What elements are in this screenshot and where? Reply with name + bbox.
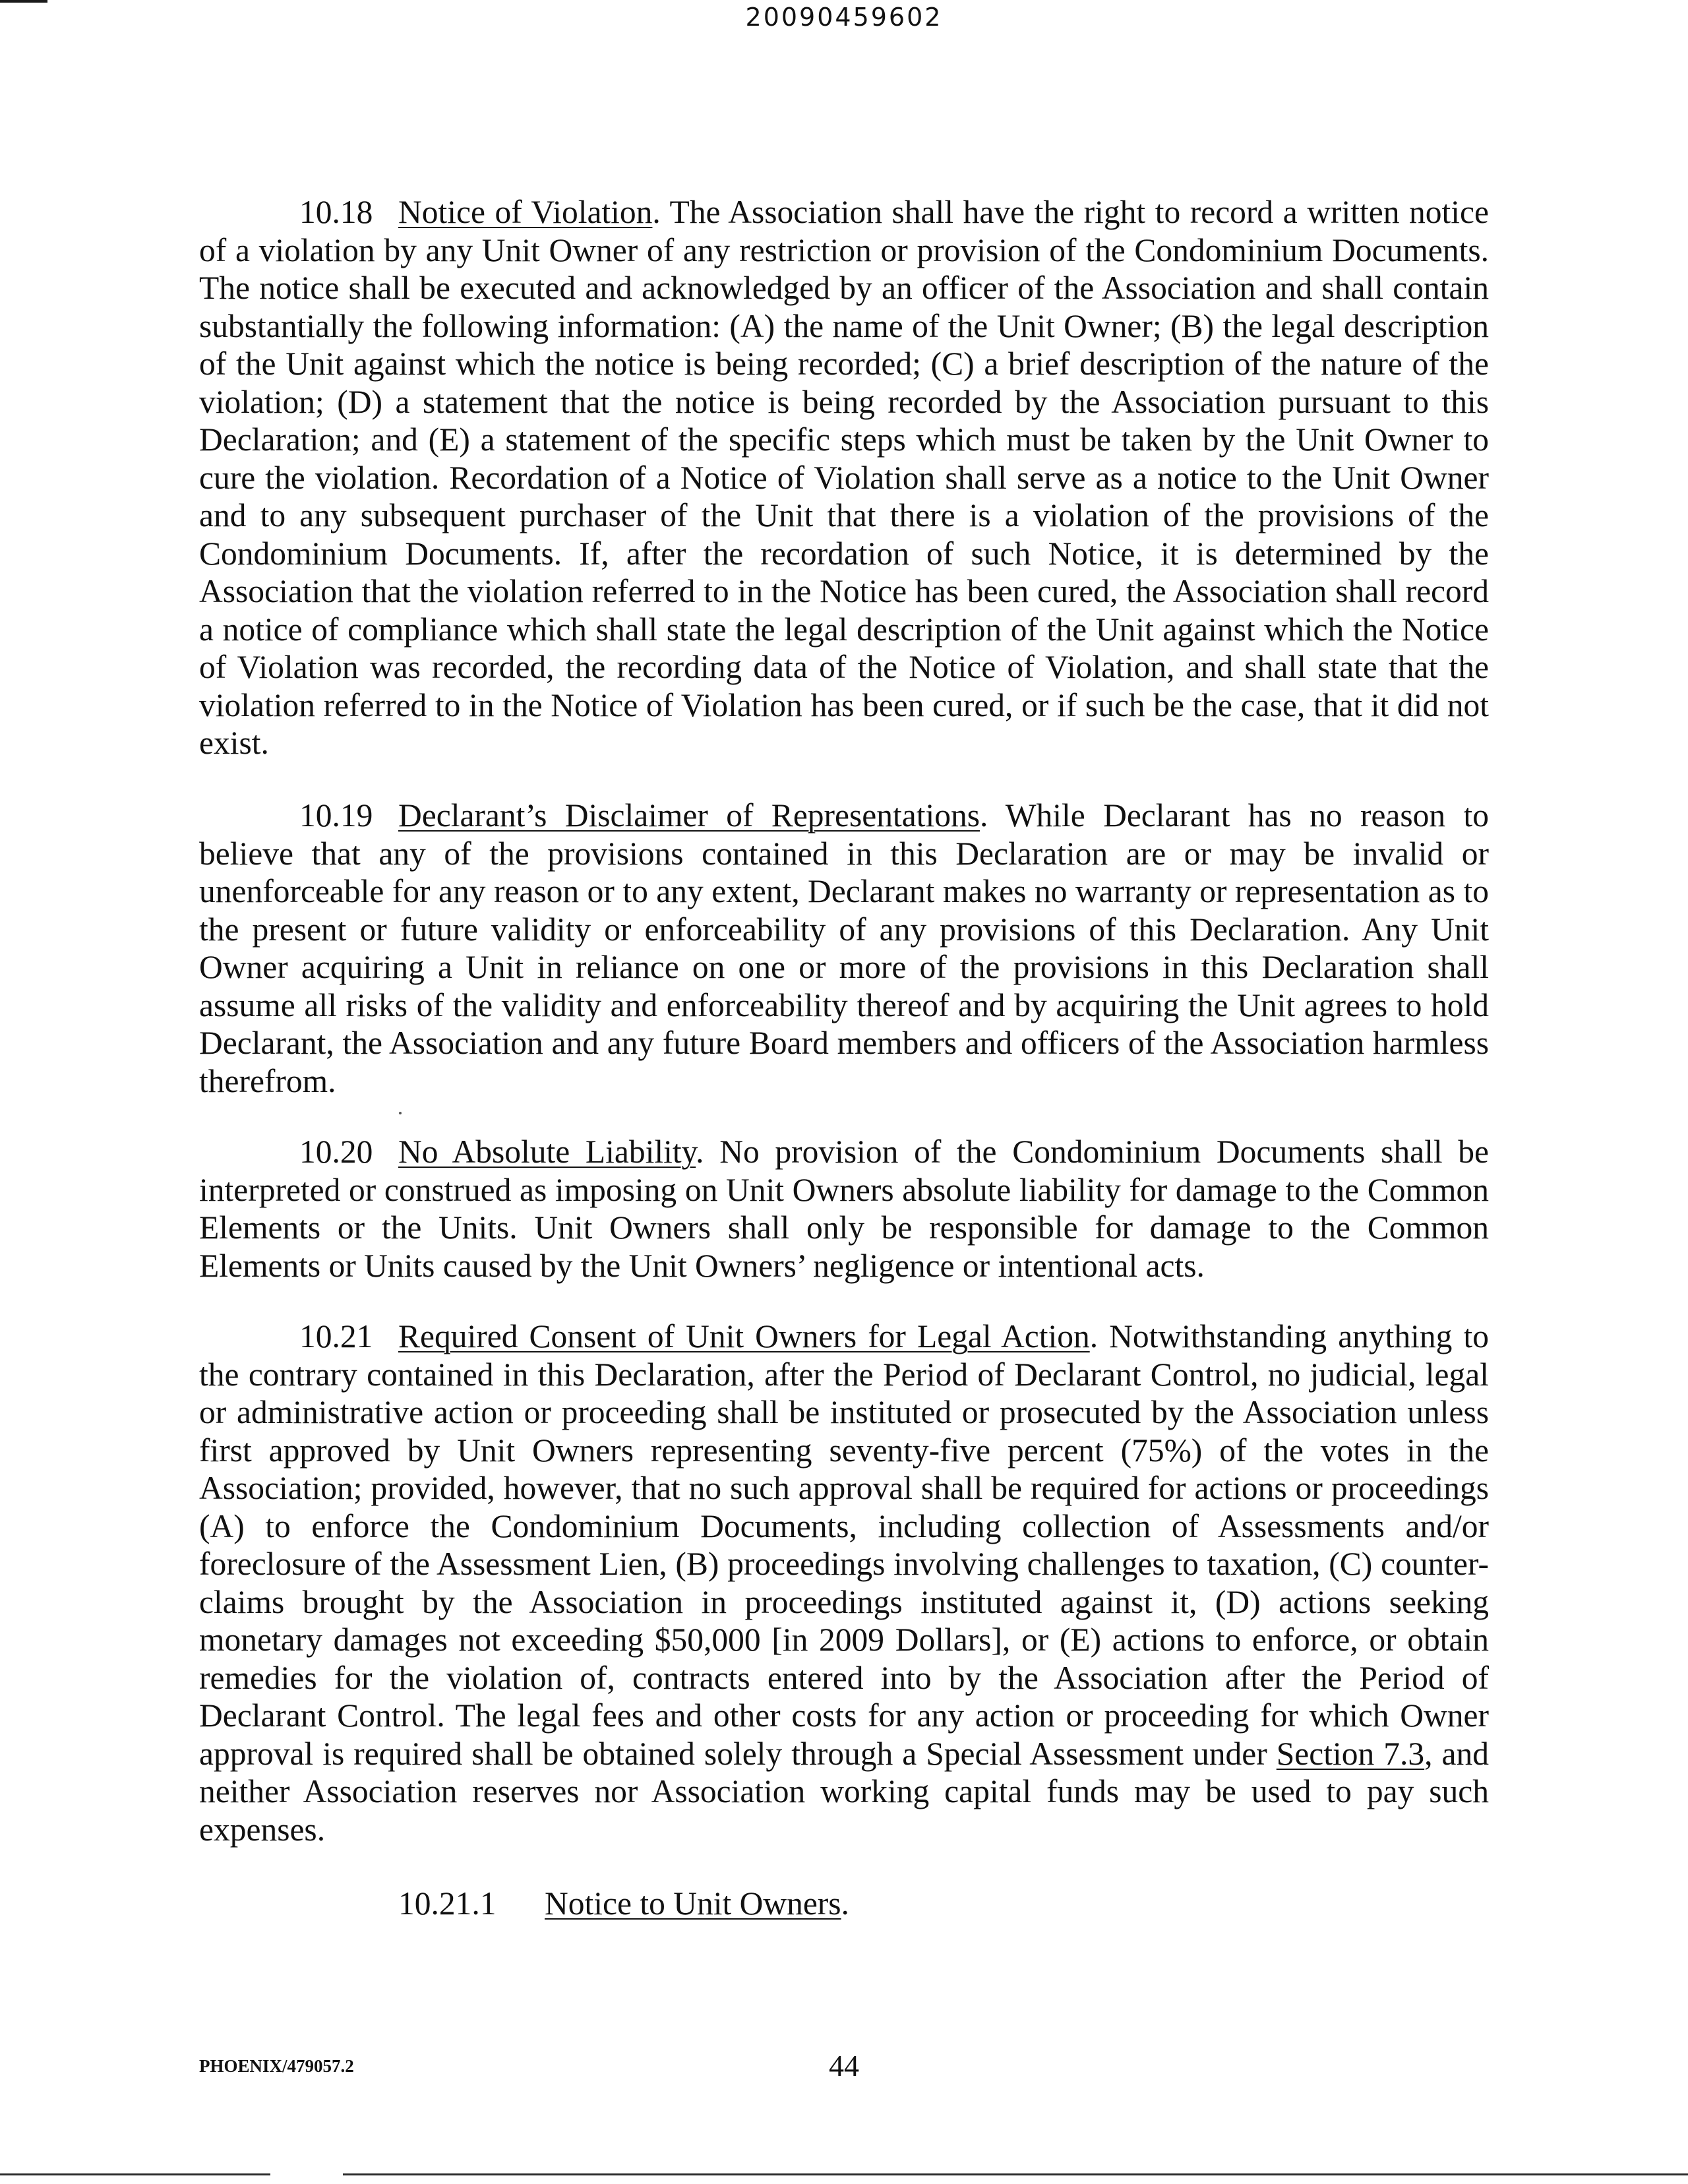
bottom-rule-right bbox=[343, 2173, 1688, 2175]
section-title: Notice of Violation bbox=[398, 194, 653, 230]
section-number: 10.21 bbox=[299, 1318, 373, 1354]
section-title: No Absolute Liability bbox=[398, 1134, 696, 1170]
recording-number: 20090459602 bbox=[745, 3, 943, 32]
section-10-19 bbox=[199, 797, 1489, 1100]
section-10-18 bbox=[199, 193, 1489, 762]
bottom-rule-left bbox=[0, 2173, 270, 2175]
page-number: 44 bbox=[829, 2049, 859, 2082]
subsection-10-21-1 bbox=[398, 1885, 849, 1923]
footer-document-id: PHOENIX/479057.2 bbox=[199, 2056, 354, 2076]
section-title: Required Consent of Unit Owners for Legal Action bbox=[398, 1318, 1090, 1354]
section-number: 10.19 bbox=[299, 797, 373, 834]
section-body-continued: , and neither Association reserves nor Association working capital funds may be used to pay such expenses. bbox=[199, 1735, 1489, 1848]
section-body: . While Declarant has no reason to believe that any of the provisions contained in this Declaration are or may be invalid or unenforceable for any reason or to any extent, Declarant makes no warranty or representation as to the present or future validity or enforceability of any provisions of this Declaration. Any Unit Owner acquiring a Unit in reliance on one or more of the provisions in this Declaration shall assume all risks of the validity and enforceability thereof and by acquiring the Unit agrees to hold Declarant, the Association and any future Board members and officers of the Association harmless therefrom. bbox=[199, 797, 1489, 1099]
scan-speck bbox=[399, 1112, 402, 1114]
section-body: . No provision of the Condominium Documents shall be interpreted or construed as imposing on Unit Owners absolute liability for damage to the Common Elements or the Units. Unit Owners shall only be responsible for damage to the Common Elements or Units caused by the Unit Owners’ negligence or intentional acts. bbox=[199, 1134, 1489, 1284]
section-number: 10.20 bbox=[299, 1134, 373, 1170]
subsection-title: Notice to Unit Owners bbox=[545, 1885, 841, 1922]
section-reference: Section 7.3 bbox=[1276, 1735, 1425, 1772]
section-10-21 bbox=[199, 1318, 1489, 1848]
section-10-20 bbox=[199, 1133, 1489, 1285]
section-body: . The Association shall have the right to record a written notice of a violation by any Unit Owner of any restriction or provision of the Condominium Documents. The notice shall be executed and acknowledged by an officer of the Association and shall contain substantially the following information: (A) the name of the Unit Owner; (B) the legal description of the Unit against which the notice is being recorded; (C) a brief description of the nature of the violation; (D) a statement that the notice is being recorded by the Association pursuant to this Declaration; and (E) a statement of the specific steps which must be taken by the Unit Owner to cure the violation. Recordation of a Notice of Violation shall serve as a notice to the Unit Owner and to any subsequent purchaser of the Unit that there is a violation of the provisions of the Condominium Documents. If, after the recordation of such Notice, it is determined by the Association that the violation referred to in the Notice has been cured, the Association shall record a notice of compliance which shall state the legal description of the Unit against which the Notice of Violation was recorded, the recording data of the Notice of Violation, and shall state that the violation referred to in the Notice of Violation has been cured, or if such be the case, that it did not exist. bbox=[199, 194, 1489, 761]
section-body: . Notwithstanding anything to the contrary contained in this Declaration, after the Period of Declarant Control, no judicial, legal or administrative action or proceeding shall be instituted or prosecuted by the Association unless first approved by Unit Owners representing seventy-five percent (75%) of the votes in the Association; provided, however, that no such approval shall be required for actions or proceedings (A) to enforce the Condominium Documents, including collection of Assessments and/or foreclosure of the Assessment Lien, (B) proceedings involving challenges to taxation, (C) counter-claims brought by the Association in proceedings instituted against it, (D) actions seeking monetary damages not exceeding $50,000 [in 2009 Dollars], or (E) actions to enforce, or obtain remedies for the violation of, contracts entered into by the Association after the Period of Declarant Control. The legal fees and other costs for any action or proceeding for which Owner approval is required shall be obtained solely through a Special Assessment under bbox=[199, 1318, 1489, 1772]
section-title: Declarant’s Disclaimer of Representations bbox=[398, 797, 980, 834]
subsection-number: 10.21.1 bbox=[398, 1885, 497, 1922]
section-number: 10.18 bbox=[299, 194, 373, 230]
subsection-trailing: . bbox=[841, 1885, 849, 1922]
